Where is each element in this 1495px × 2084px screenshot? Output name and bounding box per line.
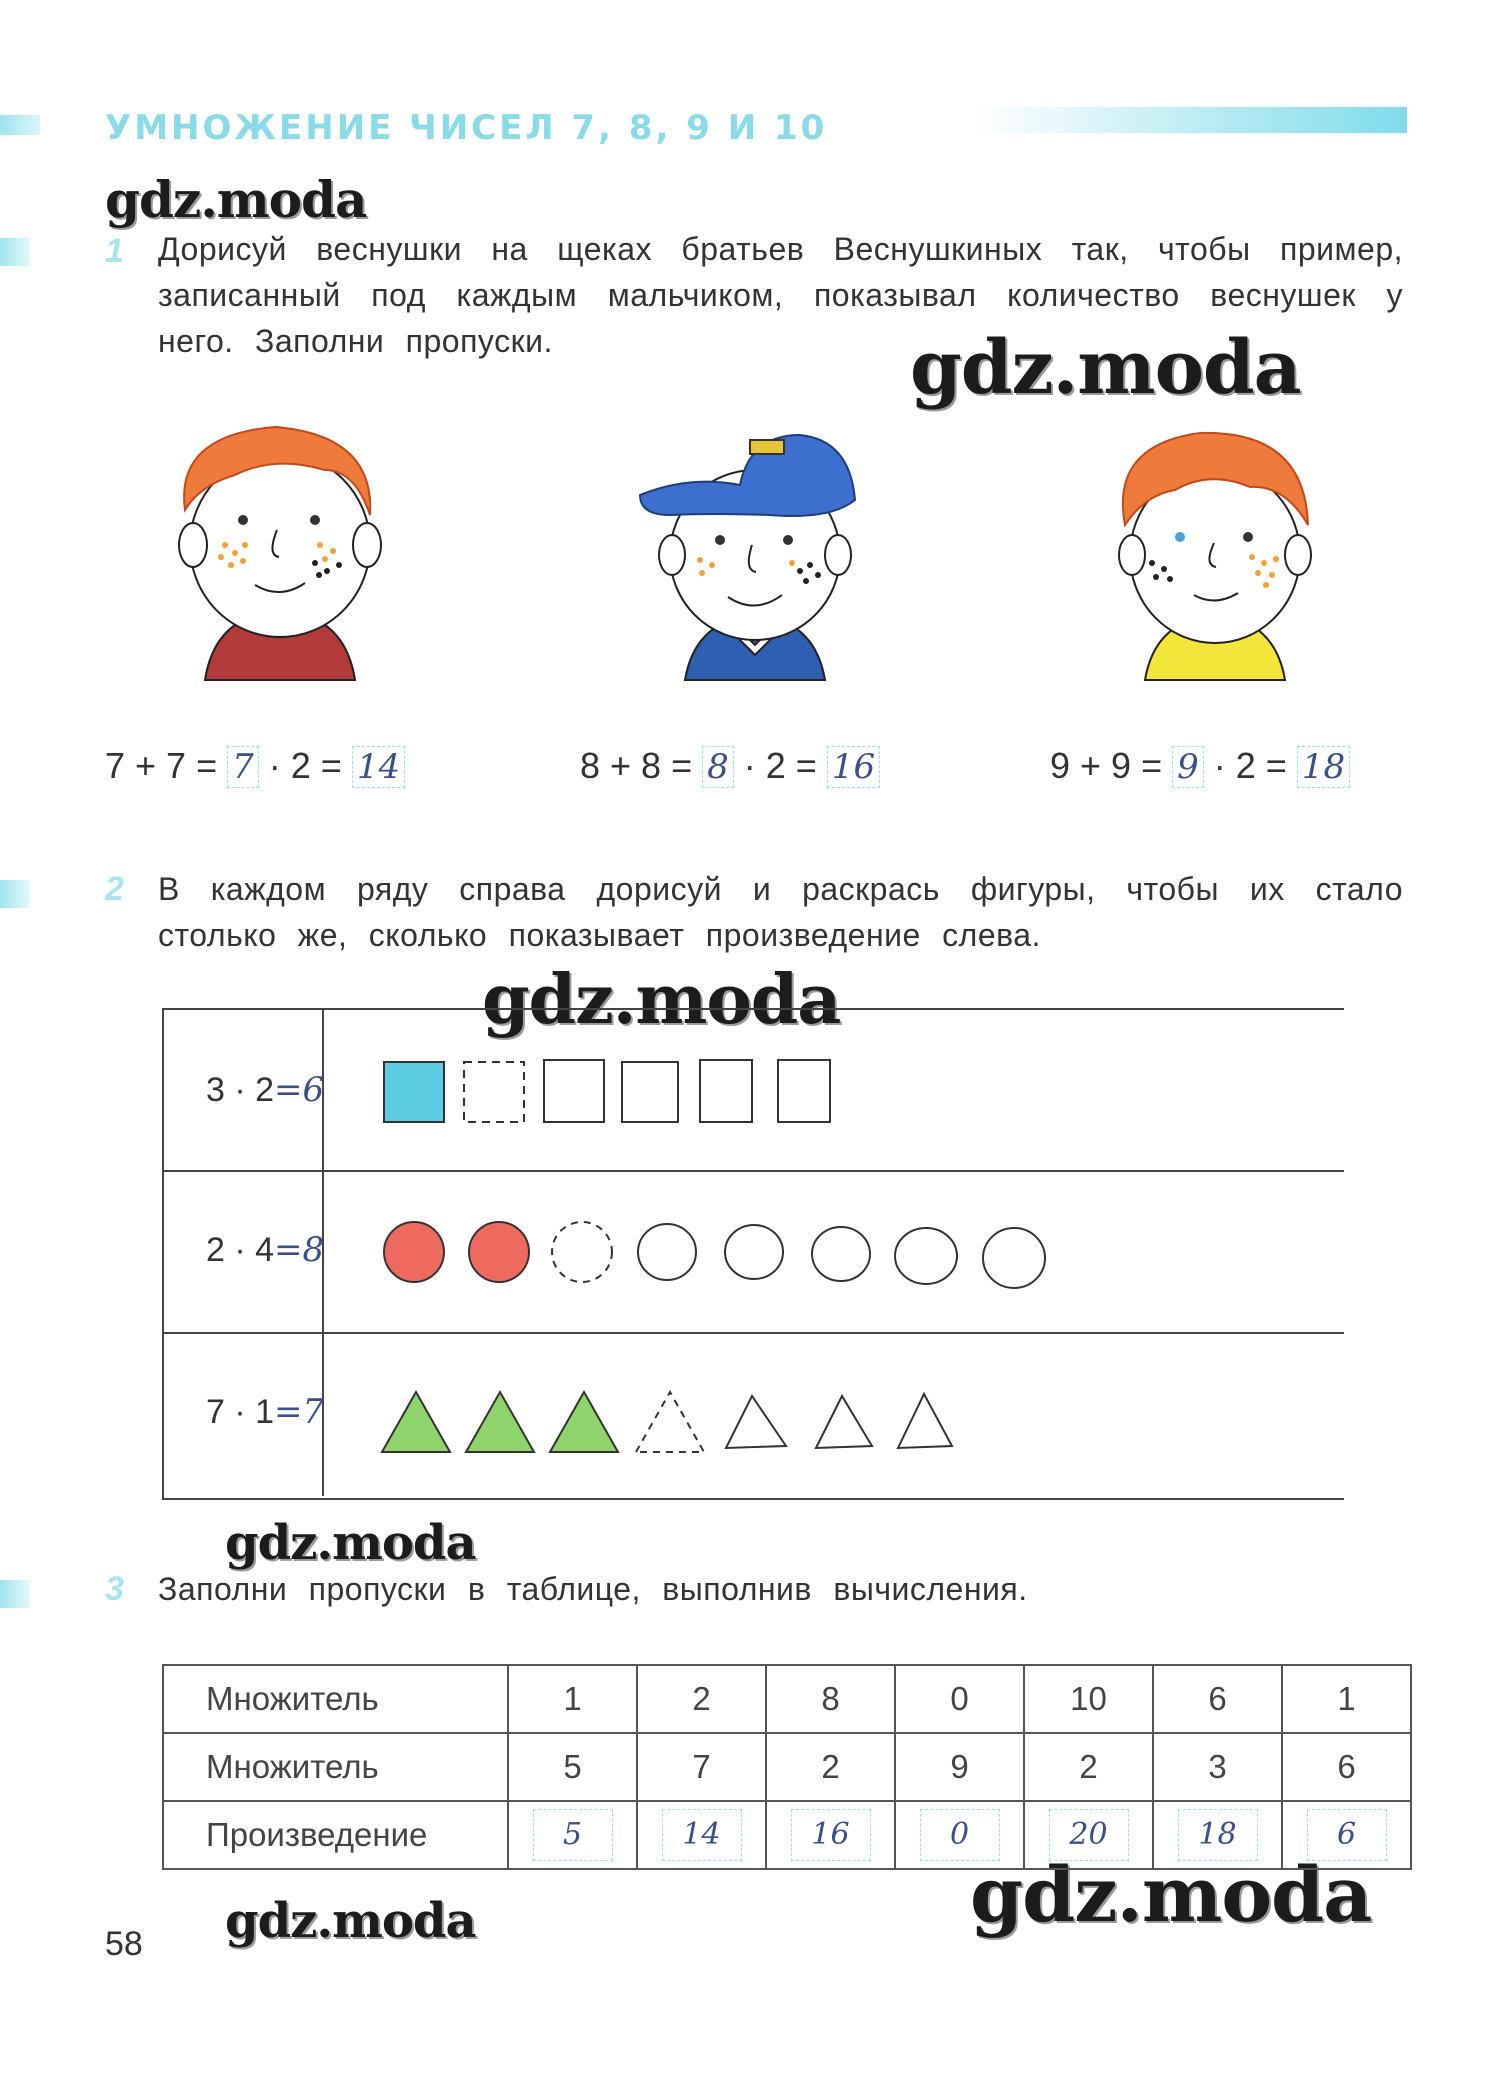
watermark: gdz.moda <box>225 1515 476 1571</box>
boy-face-1 <box>155 415 415 685</box>
boy-face-2 <box>630 415 890 685</box>
answer-input[interactable]: 16 <box>827 746 880 788</box>
table-cell <box>1153 1801 1282 1869</box>
square-drawn[interactable] <box>778 1060 830 1122</box>
watermark: gdz.moda <box>225 1893 476 1949</box>
table-row <box>163 1665 1411 1733</box>
page-number: 58 <box>105 1925 143 1963</box>
task-number: 1 <box>105 232 124 270</box>
table-cell: 5 <box>508 1733 637 1801</box>
table-cell: 9 <box>895 1733 1024 1801</box>
task-text: В каждом ряду справа дорисуй и раскрась фигуры, чтобы их стало столько же, сколько показывает произведение слева. <box>158 871 1403 953</box>
shapes-table <box>162 1008 1344 1500</box>
row-expression: 7 · 1 <box>206 1393 275 1431</box>
circle-drawn[interactable] <box>725 1225 783 1279</box>
table-cell <box>637 1801 766 1869</box>
task-marker <box>0 1580 30 1608</box>
circle-drawn[interactable] <box>812 1227 870 1281</box>
row-label <box>164 1172 324 1332</box>
answer-input[interactable]: 7 <box>227 746 259 788</box>
equation-3 <box>1050 745 1350 788</box>
watermark: gdz.moda <box>970 1850 1372 1939</box>
watermark: gdz.moda <box>482 960 841 1040</box>
triangle-drawn[interactable] <box>816 1396 872 1448</box>
task-marker <box>0 238 30 266</box>
table-cell: 1 <box>1282 1665 1411 1733</box>
table-cell: 10 <box>1024 1665 1153 1733</box>
table-cell: 2 <box>1024 1733 1153 1801</box>
task-text: Дорисуй веснушки на щеках братьев Веснушкиных так, чтобы пример, записанный под каждым мальчиком, показывал количество веснушек у него. Заполни пропуски. <box>158 231 1403 359</box>
table-row <box>163 1801 1411 1869</box>
header-band-left <box>0 115 40 135</box>
row-header: Множитель <box>163 1733 508 1801</box>
row-answer[interactable]: =8 <box>274 1230 325 1270</box>
row-header: Произведение <box>163 1801 508 1869</box>
answer-input[interactable]: 18 <box>1178 1809 1258 1861</box>
header-band-right <box>975 107 1407 133</box>
table-cell: 1 <box>508 1665 637 1733</box>
equation-left: 8 + 8 = <box>580 745 693 786</box>
circle-filled <box>384 1222 444 1282</box>
equation-mid: · 2 = <box>743 745 817 786</box>
circle-drawn[interactable] <box>983 1228 1045 1288</box>
answer-input[interactable]: 16 <box>791 1809 871 1861</box>
table-cell <box>895 1801 1024 1869</box>
answer-input[interactable]: 20 <box>1049 1809 1129 1861</box>
equation-1 <box>105 745 405 788</box>
answer-input[interactable]: 14 <box>662 1809 742 1861</box>
table-cell: 6 <box>1282 1733 1411 1801</box>
triangle-drawn[interactable] <box>898 1394 952 1448</box>
row-answer[interactable]: =7 <box>274 1392 325 1432</box>
equation-2 <box>580 745 880 788</box>
task-number: 3 <box>105 1570 124 1608</box>
answer-input[interactable]: 14 <box>352 746 405 788</box>
square-dashed <box>464 1062 524 1122</box>
chapter-title: УМНОЖЕНИЕ ЧИСЕЛ 7, 8, 9 И 10 <box>105 108 828 148</box>
table-cell: 2 <box>637 1665 766 1733</box>
table-cell <box>1024 1801 1153 1869</box>
table-cell: 3 <box>1153 1733 1282 1801</box>
task-number: 2 <box>105 870 124 908</box>
answer-input[interactable]: 0 <box>920 1809 1000 1861</box>
squares-drawing <box>324 1010 1344 1170</box>
circle-dashed <box>552 1222 612 1282</box>
row-expression: 2 · 4 <box>206 1231 275 1269</box>
boy-face-3 <box>1090 415 1350 685</box>
shape-row-circles <box>164 1172 1344 1334</box>
triangle-drawn[interactable] <box>726 1396 786 1448</box>
row-answer[interactable]: =6 <box>274 1070 325 1110</box>
table-cell <box>766 1801 895 1869</box>
row-label <box>164 1010 324 1170</box>
task-marker <box>0 880 30 908</box>
shape-row-triangles <box>164 1334 1344 1496</box>
row-expression: 3 · 2 <box>206 1071 275 1109</box>
multiplication-table <box>162 1664 1412 1870</box>
circle-drawn[interactable] <box>638 1224 696 1280</box>
triangle-filled <box>382 1392 450 1452</box>
table-cell: 7 <box>637 1733 766 1801</box>
equation-left: 9 + 9 = <box>1050 745 1163 786</box>
square-drawn[interactable] <box>622 1062 678 1122</box>
triangle-filled <box>550 1392 618 1452</box>
circle-filled <box>469 1222 529 1282</box>
equation-left: 7 + 7 = <box>105 745 218 786</box>
equation-mid: · 2 = <box>268 745 342 786</box>
table-cell <box>1282 1801 1411 1869</box>
square-drawn[interactable] <box>544 1060 604 1122</box>
circles-drawing <box>324 1172 1344 1332</box>
table-cell: 8 <box>766 1665 895 1733</box>
watermark: gdz.moda <box>105 170 367 229</box>
square-filled <box>384 1062 444 1122</box>
table-cell <box>508 1801 637 1869</box>
table-row <box>163 1733 1411 1801</box>
answer-input[interactable]: 6 <box>1307 1809 1387 1861</box>
square-drawn[interactable] <box>700 1060 752 1122</box>
triangles-drawing <box>324 1334 1344 1496</box>
answer-input[interactable]: 9 <box>1172 746 1204 788</box>
task-text: Заполни пропуски в таблице, выполнив вычисления. <box>158 1571 1028 1607</box>
answer-input[interactable]: 8 <box>702 746 734 788</box>
answer-input[interactable]: 18 <box>1297 746 1350 788</box>
shape-row-squares <box>164 1010 1344 1172</box>
table-cell: 2 <box>766 1733 895 1801</box>
watermark: gdz.moda <box>910 325 1301 411</box>
table-cell: 6 <box>1153 1665 1282 1733</box>
triangle-filled <box>466 1392 534 1452</box>
table-cell: 0 <box>895 1665 1024 1733</box>
circle-drawn[interactable] <box>895 1228 957 1284</box>
row-label <box>164 1334 324 1496</box>
answer-input[interactable]: 5 <box>533 1809 613 1861</box>
equation-mid: · 2 = <box>1213 745 1287 786</box>
triangle-dashed <box>636 1392 704 1452</box>
row-header: Множитель <box>163 1665 508 1733</box>
